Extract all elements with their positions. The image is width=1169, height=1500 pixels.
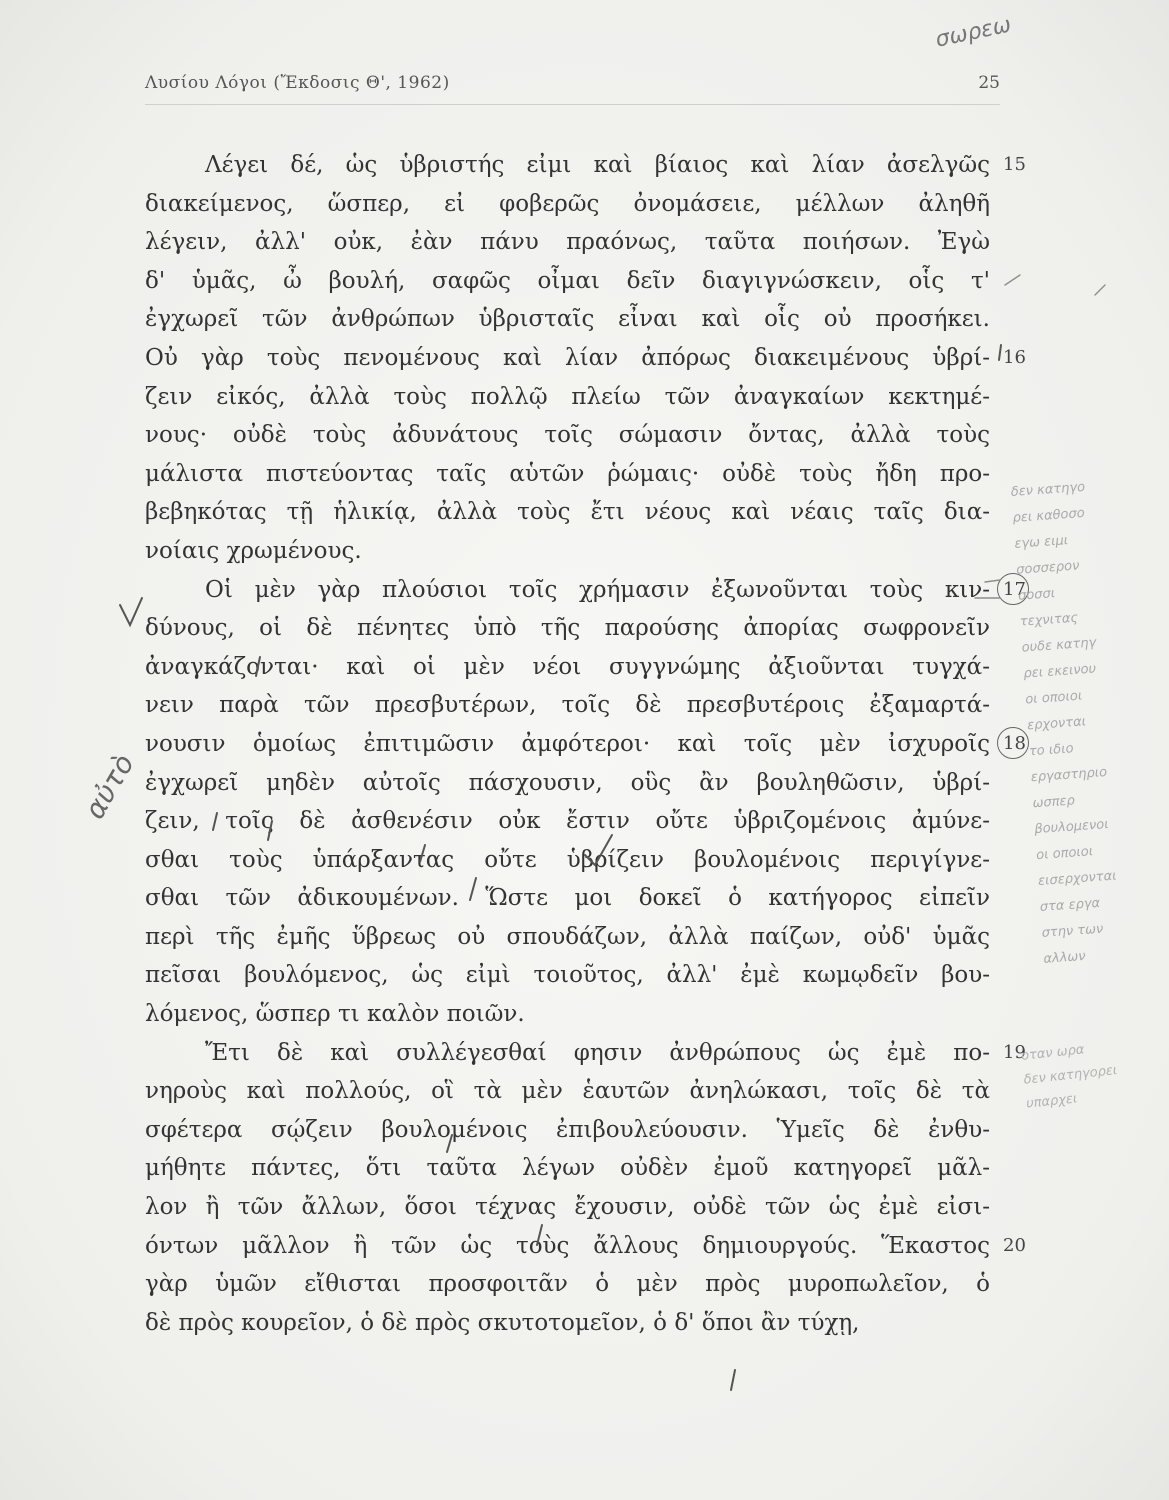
- handwritten-line: τεχνιτας: [1019, 610, 1079, 630]
- handwritten-line: ερχονται: [1026, 714, 1087, 734]
- text-line: δὲ πρὸς κουρεῖον, ὁ δὲ πρὸς σκυτοτομεῖον, ὁ δ' ὅποι ἂν τύχῃ,: [145, 1309, 860, 1336]
- text-line: Οἱ μὲν γὰρ πλούσιοι τοῖς χρήμασιν ἐξωνοῦνται τοὺς κιν-: [205, 576, 990, 603]
- section-number-label: 15: [1003, 154, 1026, 175]
- section-number: [1003, 146, 1026, 185]
- section-number-label: 16: [1003, 347, 1026, 368]
- text-line: δ' ὑμᾶς, ὦ βουλή, σαφῶς οἶμαι δεῖν διαγιγνώσκειν, οἷς τ': [145, 267, 990, 294]
- handwritten-line: οι οποιοι: [1035, 844, 1094, 864]
- handwritten-line: στην των: [1041, 921, 1104, 941]
- text-line: Λέγει δέ, ὡς ὑβριστής εἰμι καὶ βίαιος καὶ λίαν ἀσελγῶς: [205, 152, 990, 178]
- hand-drawn-circle: [997, 727, 1029, 759]
- text-line: διακείμενος, ὥσπερ, εἰ φοβερῶς ὀνομάσειε, μέλλων ἀληθῆ: [145, 190, 990, 217]
- text-line: περὶ τῆς ἐμῆς ὕβρεως οὐ σπουδάζων, ἀλλὰ παίζων, οὐδ' ὑμᾶς: [145, 923, 990, 950]
- text-line: γὰρ ὑμῶν εἴθισται προσφοιτᾶν ὁ μὲν πρὸς μυροπωλεῖον, ὁ: [145, 1271, 990, 1298]
- text-line: μήθητε πάντες, ὅτι ταῦτα λέγων οὐδὲν ἐμοῦ κατηγορεῖ μᾶλ-: [145, 1155, 990, 1182]
- handwritten-line: ουδε κατηγ: [1021, 635, 1097, 656]
- text-line: Ἔτι δὲ καὶ συλλέγεσθαί φησιν ἀνθρώπους ὡς ἐμὲ πο-: [205, 1039, 990, 1066]
- handwritten-line: δεν κατηγορει: [1022, 1063, 1118, 1088]
- checkmark-17: [120, 598, 142, 625]
- handwritten-line: στα εργα: [1039, 895, 1101, 915]
- text-line: νουσιν ὁμοίως ἐπιτιμῶσιν ἀμφότεροι· καὶ τοῖς μὲν ἰσχυροῖς: [145, 730, 990, 757]
- handwritten-line: εισερχονται: [1037, 868, 1118, 890]
- handwritten-line: ρει καθοσο: [1012, 505, 1086, 526]
- handwritten-line: εργαστηριο: [1030, 764, 1108, 786]
- section-number: [1003, 339, 1026, 378]
- handwritten-line: δεν κατηγο: [1010, 479, 1086, 500]
- text-line: σφέτερα σῴζειν βουλομένοις ἐπιβουλεύουσιν. Ὑμεῖς δὲ ἐνθυ-: [145, 1116, 990, 1143]
- text-line: ἐγχωρεῖ μηδὲν αὐτοῖς πάσχουσιν, οὓς ἂν βουληθῶσιν, ὑβρί-: [145, 769, 990, 796]
- book-title: Λυσίου Λόγοι (Ἔκδοσις Θ', 1962): [145, 73, 450, 93]
- text-line: δύνους, οἱ δὲ πένητες ὑπὸ τῆς παρούσης ἀπορίας σωφρονεῖν: [145, 615, 990, 642]
- handwritten-line: οι οποιοι: [1024, 688, 1083, 708]
- text-line: βεβηκότας τῇ ἡλικίᾳ, ἀλλὰ τοὺς ἔτι νέους καὶ νέαις ταῖς δια-: [145, 499, 990, 526]
- text-line: λέγειν, ἀλλ' οὐκ, ἐὰν πάνυ πραόνως, ταῦτα ποιήσων. Ἐγὼ: [145, 229, 990, 256]
- text-line: νοίαις χρωμένους.: [145, 537, 362, 564]
- section-number: [1003, 725, 1026, 764]
- handwritten-line: βουλομενοι: [1033, 816, 1110, 838]
- handwritten-line: το ιδιο: [1028, 741, 1075, 760]
- text-line: ἀναγκάζονται· καὶ οἱ μὲν νέοι συγγνώμης ἀξιοῦνται τυγχά-: [145, 653, 990, 680]
- text-line: σθαι τῶν ἀδικουμένων. Ὥστε μοι δοκεῖ ὁ κατήγορος εἰπεῖν: [145, 885, 990, 912]
- text-line: ζειν εἰκός, ἀλλὰ τοὺς πολλῷ πλείω τῶν ἀναγκαίων κεκτημέ-: [145, 383, 990, 410]
- page-number: 25: [978, 73, 1000, 93]
- handwritten-line: σοσσερον: [1015, 558, 1080, 578]
- section-number-label: 20: [1003, 1234, 1026, 1256]
- section-number-label: 18: [1003, 733, 1026, 754]
- text-line: όντων μᾶλλον ἢ τῶν ὡς τοὺς ἄλλους δημιουργούς. Ἕκαστος: [145, 1232, 990, 1259]
- handwritten-line: εγω ειμι: [1013, 533, 1069, 552]
- handwritten-line: υπαρχει: [1025, 1091, 1079, 1112]
- text-line: σθαι τοὺς ὑπάρξαντας οὔτε ὑβρίζειν βουλομένοις περιγίγνε-: [145, 846, 990, 873]
- handwritten-line: αλλων: [1042, 948, 1087, 967]
- text-line: νηροὺς καὶ πολλούς, οἳ τὰ μὲν ἑαυτῶν ἀνηλώκασι, τοῖς δὲ τὰ: [145, 1078, 990, 1105]
- text-line: νους· οὐδὲ τοὺς ἀδυνάτους τοῖς σώμασιν ὄντας, ἀλλὰ τοὺς: [145, 422, 990, 449]
- handwritten-line: ρει εκεινου: [1023, 661, 1097, 682]
- handwritten-line: σοσσι: [1017, 586, 1056, 604]
- text-line: νειν παρὰ τῶν πρεσβυτέρων, τοῖς δὲ πρεσβυτέροις ἐξαμαρτά-: [145, 692, 990, 719]
- header-rule: [145, 104, 1000, 105]
- text-line: πεῖσαι βουλόμενος, ὡς εἰμὶ τοιοῦτος, ἀλλ' ἐμὲ κωμῳδεῖν βου-: [145, 962, 990, 989]
- handwritten-line: οταν ωρα: [1020, 1042, 1086, 1064]
- handwritten-note-left: αὐτὸ: [77, 748, 141, 825]
- text-line: μάλιστα πιστεύοντας ταῖς αὑτῶν ῥώμαις· οὐδὲ τοὺς ἤδη προ-: [145, 460, 990, 487]
- section-number-label: 19: [1003, 1041, 1026, 1063]
- text-line: ἐγχωρεῖ τῶν ἀνθρώπων ὑβρισταῖς εἶναι καὶ οἷς οὐ προσήκει.: [145, 306, 990, 333]
- handwritten-line: ωσπερ: [1032, 793, 1076, 812]
- handwritten-notes-right: [1010, 469, 1169, 973]
- text-line: λον ἢ τῶν ἄλλων, ὅσοι τέχνας ἔχουσιν, οὐδὲ τῶν ὡς ἐμὲ εἰσι-: [145, 1194, 990, 1221]
- text-line: ζειν, τοῖς δὲ ἀσθενέσιν οὐκ ἔστιν οὔτε ὑβριζομένοις ἀμύνε-: [145, 808, 990, 835]
- section-number-label: 17: [1003, 578, 1026, 600]
- page-header: [145, 73, 1000, 101]
- text-line: Οὐ γὰρ τοὺς πενομένους καὶ λίαν ἀπόρως διακειμένους ὑβρί-: [145, 344, 990, 371]
- handwritten-notes-right-lower: [1020, 1029, 1169, 1116]
- handwritten-note-top: σωρεω: [933, 12, 1014, 53]
- text-line: λόμενος, ὥσπερ τι καλὸν ποιῶν.: [145, 1001, 525, 1028]
- section-number: [1003, 1227, 1026, 1266]
- greek-text-body: [145, 146, 990, 1342]
